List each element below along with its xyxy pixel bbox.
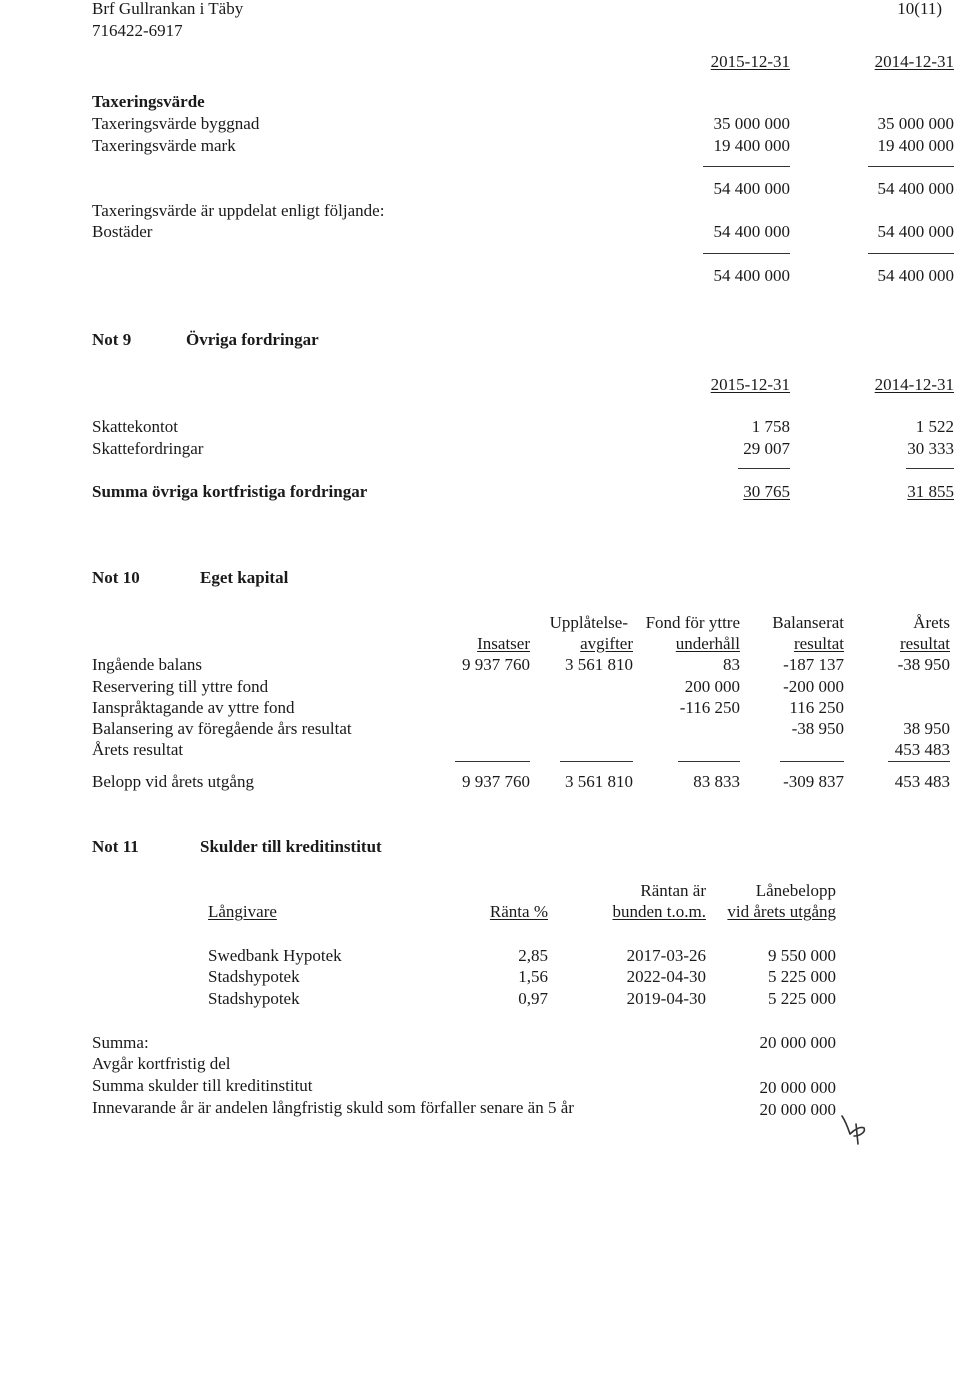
sum-rule bbox=[703, 253, 790, 254]
not9-sum-current: 30 765 bbox=[743, 482, 790, 501]
col-header-balanserat-bottom: resultat bbox=[793, 634, 844, 653]
col-header-insatser: Insatser bbox=[477, 634, 530, 653]
equity-cell: -116 250 bbox=[679, 698, 740, 717]
loan-amount: 5 225 000 bbox=[768, 989, 836, 1008]
org-number: 716422-6917 bbox=[92, 21, 183, 40]
tax-row-previous: 19 400 000 bbox=[877, 136, 954, 155]
loan-header-langivare: Långivare bbox=[208, 902, 277, 921]
loan-lender: Stadshypotek bbox=[208, 967, 300, 986]
tax-row-label: Taxeringsvärde byggnad bbox=[92, 114, 260, 133]
col-header-arets-top: Årets bbox=[913, 613, 950, 632]
loan-summary-value: 20 000 000 bbox=[759, 1033, 836, 1052]
loan-rate: 0,97 bbox=[518, 989, 548, 1008]
loan-summary-label: Summa skulder till kreditinstitut bbox=[92, 1076, 313, 1095]
not11-number: Not 11 bbox=[92, 837, 139, 856]
sum-rule bbox=[678, 761, 740, 762]
equity-row-label: Reservering till yttre fond bbox=[92, 677, 269, 696]
taxeringsvarde-heading: Taxeringsvärde bbox=[92, 92, 205, 111]
equity-total-cell: 83 833 bbox=[693, 772, 740, 791]
bostader-previous: 54 400 000 bbox=[877, 222, 954, 241]
col-header-upplatelse-top: Upplåtelse- bbox=[549, 613, 628, 632]
equity-cell: 200 000 bbox=[684, 677, 740, 696]
col-header-upplatelse-bottom: avgifter bbox=[580, 634, 633, 653]
equity-total-cell: 9 937 760 bbox=[462, 772, 530, 791]
equity-cell: -200 000 bbox=[783, 677, 844, 696]
tax-row-current: 19 400 000 bbox=[713, 136, 790, 155]
sum-rule bbox=[560, 761, 633, 762]
equity-cell: 453 483 bbox=[894, 740, 950, 759]
tax-total-current: 54 400 000 bbox=[713, 266, 790, 285]
loan-bound-until: 2022-04-30 bbox=[626, 967, 706, 986]
not10-number: Not 10 bbox=[92, 568, 140, 587]
equity-row-label: Ianspråktagande av yttre fond bbox=[92, 698, 295, 717]
org-name: Brf Gullrankan i Täby bbox=[92, 0, 244, 18]
loan-summary-label: Summa: bbox=[92, 1033, 149, 1052]
equity-row-label: Ingående balans bbox=[92, 655, 202, 674]
col-header-fond-top: Fond för yttre bbox=[645, 613, 740, 632]
loan-lender: Stadshypotek bbox=[208, 989, 300, 1008]
equity-total-label: Belopp vid årets utgång bbox=[92, 772, 254, 791]
equity-cell: 3 561 810 bbox=[565, 655, 633, 674]
equity-row-label: Balansering av föregående års resultat bbox=[92, 719, 352, 738]
loan-header-lanebelopp-bottom: vid årets utgång bbox=[727, 902, 836, 921]
equity-cell: -187 137 bbox=[783, 655, 844, 674]
not9-title: Övriga fordringar bbox=[186, 330, 319, 349]
equity-total-cell: -309 837 bbox=[783, 772, 844, 791]
handwritten-initials-icon bbox=[836, 1112, 872, 1146]
sum-rule bbox=[888, 761, 950, 762]
tax-row-current: 35 000 000 bbox=[713, 114, 790, 133]
loan-summary-label: Avgår kortfristig del bbox=[92, 1054, 231, 1073]
not9-date-previous: 2014-12-31 bbox=[874, 375, 954, 394]
loan-lender: Swedbank Hypotek bbox=[208, 946, 342, 965]
sum-rule bbox=[906, 468, 954, 469]
sum-rule bbox=[738, 468, 790, 469]
sum-rule bbox=[868, 253, 954, 254]
loan-header-ranta: Ränta % bbox=[489, 902, 548, 921]
not10-title: Eget kapital bbox=[200, 568, 289, 587]
equity-total-cell: 3 561 810 bbox=[565, 772, 633, 791]
loan-rate: 1,56 bbox=[518, 967, 548, 986]
not9-row-label: Skattekontot bbox=[92, 417, 178, 436]
not9-row-current: 1 758 bbox=[751, 417, 790, 436]
loan-header-bunden-bottom: bunden t.o.m. bbox=[612, 902, 706, 921]
loan-bound-until: 2019-04-30 bbox=[626, 989, 706, 1008]
not9-number: Not 9 bbox=[92, 330, 132, 349]
sum-rule bbox=[455, 761, 530, 762]
loan-header-lanebelopp-top: Lånebelopp bbox=[755, 881, 836, 900]
not11-title: Skulder till kreditinstitut bbox=[200, 837, 382, 856]
loan-amount: 5 225 000 bbox=[768, 967, 836, 986]
page-number: 10(11) bbox=[897, 0, 942, 18]
not9-date-current: 2015-12-31 bbox=[710, 375, 790, 394]
tax-subtotal-previous: 54 400 000 bbox=[877, 179, 954, 198]
bostader-label: Bostäder bbox=[92, 222, 153, 241]
equity-cell: -38 950 bbox=[897, 655, 950, 674]
col-header-balanserat-top: Balanserat bbox=[772, 613, 844, 632]
date-previous: 2014-12-31 bbox=[874, 52, 954, 71]
not9-row-current: 29 007 bbox=[743, 439, 790, 458]
equity-row-label: Årets resultat bbox=[92, 740, 184, 759]
loan-rate: 2,85 bbox=[518, 946, 548, 965]
tax-row-label: Taxeringsvärde mark bbox=[92, 136, 236, 155]
loan-header-bunden-top: Räntan är bbox=[640, 881, 706, 900]
equity-cell: 9 937 760 bbox=[462, 655, 530, 674]
col-header-arets-bottom: resultat bbox=[899, 634, 950, 653]
equity-cell: -38 950 bbox=[791, 719, 844, 738]
date-current: 2015-12-31 bbox=[710, 52, 790, 71]
loan-summary-value: 20 000 000 bbox=[759, 1078, 836, 1097]
sum-rule bbox=[868, 166, 954, 167]
bostader-current: 54 400 000 bbox=[713, 222, 790, 241]
equity-total-cell: 453 483 bbox=[894, 772, 950, 791]
equity-cell: 38 950 bbox=[903, 719, 950, 738]
tax-subtotal-current: 54 400 000 bbox=[713, 179, 790, 198]
not9-row-previous: 30 333 bbox=[907, 439, 954, 458]
not9-row-previous: 1 522 bbox=[915, 417, 954, 436]
sum-rule bbox=[703, 166, 790, 167]
not9-sum-label: Summa övriga kortfristiga fordringar bbox=[92, 482, 368, 501]
col-header-fond-bottom: underhåll bbox=[675, 634, 740, 653]
equity-cell: 83 bbox=[723, 655, 740, 674]
loan-summary-value: 20 000 000 bbox=[759, 1100, 836, 1119]
tax-row-previous: 35 000 000 bbox=[877, 114, 954, 133]
equity-cell: 116 250 bbox=[789, 698, 844, 717]
loan-bound-until: 2017-03-26 bbox=[626, 946, 706, 965]
tax-total-previous: 54 400 000 bbox=[877, 266, 954, 285]
loan-amount: 9 550 000 bbox=[768, 946, 836, 965]
sum-rule bbox=[780, 761, 844, 762]
not9-sum-previous: 31 855 bbox=[907, 482, 954, 501]
tax-split-label: Taxeringsvärde är uppdelat enligt följande: bbox=[92, 201, 385, 220]
loan-summary-label: Innevarande år är andelen långfristig skuld som förfaller senare än 5 år bbox=[92, 1098, 574, 1117]
not9-row-label: Skattefordringar bbox=[92, 439, 204, 458]
